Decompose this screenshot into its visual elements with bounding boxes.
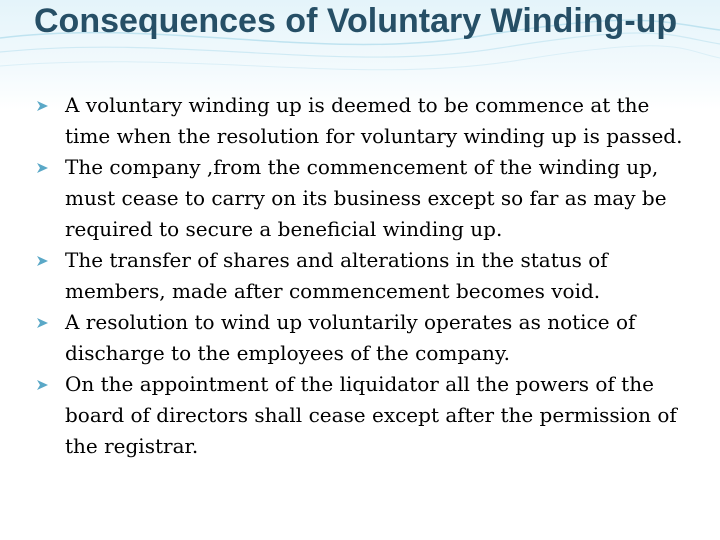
- bullet-arrow-icon: [36, 317, 52, 329]
- bullet-arrow-icon: [36, 255, 52, 267]
- bullet-text: A resolution to wind up voluntarily operates as notice of discharge to the employees of the company.: [65, 310, 636, 365]
- bullet-arrow-icon: [36, 162, 52, 174]
- bullet-text: The transfer of shares and alterations in the status of members, made after commencement becomes void.: [65, 248, 608, 303]
- slide-title: Consequences of Voluntary Winding-up: [34, 2, 678, 40]
- bullet-item: [36, 90, 700, 152]
- bullet-item: [36, 307, 700, 369]
- bullet-arrow-icon: [36, 100, 52, 112]
- bullet-text: On the appointment of the liquidator all the powers of the board of directors shall cease except after the permission of the registrar.: [65, 372, 677, 458]
- bullet-text: The company ,from the commencement of the winding up, must cease to carry on its business except so far as may be required to secure a beneficial winding up.: [65, 155, 667, 241]
- bullet-item: [36, 152, 700, 245]
- bullet-text: A voluntary winding up is deemed to be commence at the time when the resolution for voluntary winding up is passed.: [65, 93, 683, 148]
- bullet-item: [36, 369, 700, 462]
- bullet-arrow-icon: [36, 379, 52, 391]
- bullet-list: [36, 90, 700, 462]
- bullet-item: [36, 245, 700, 307]
